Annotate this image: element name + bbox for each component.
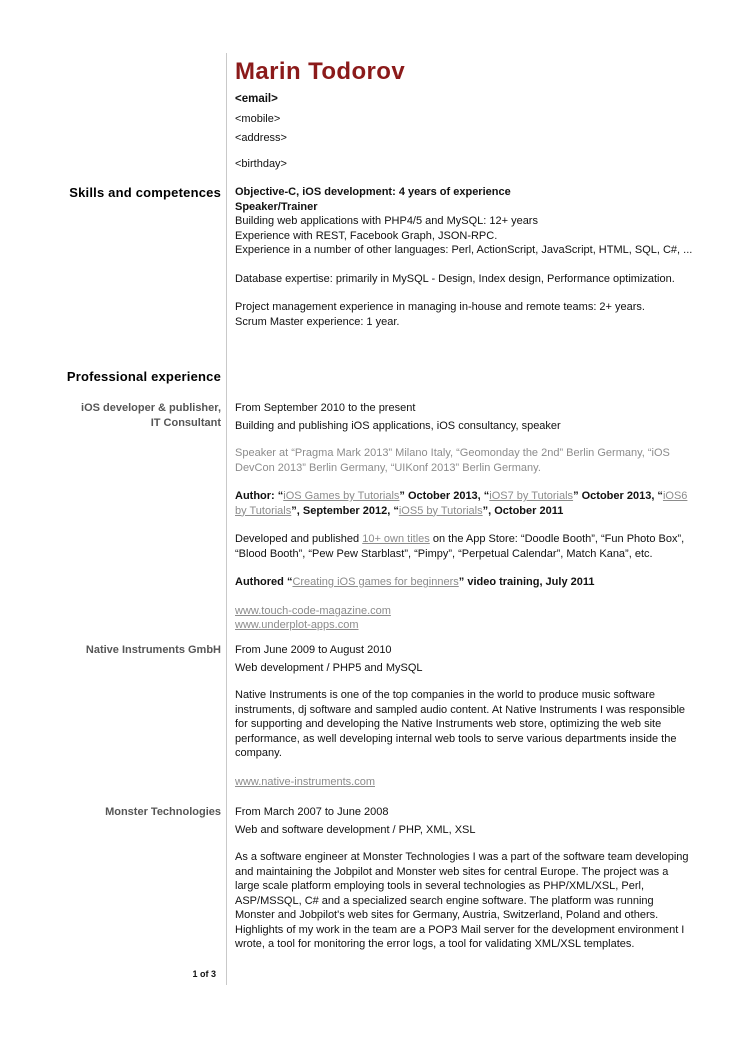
text-run: Scrum Master experience: 1 year.: [235, 315, 400, 328]
paragraph: [235, 272, 693, 287]
job-period: From September 2010 to the present: [235, 402, 416, 414]
text-run: ” video training, July 2011: [458, 576, 595, 588]
person-name: Marin Todorov: [235, 58, 406, 85]
resume-header: [235, 57, 695, 170]
text-link[interactable]: Creating iOS games for beginners: [292, 576, 459, 588]
text-run: Author: “: [235, 490, 284, 502]
job-title-monster-technologies: [0, 805, 221, 820]
text-run: As a software engineer at Monster Technologies I was a part of the software team developing and maintaining the Jobpilot and Monster web sites for central Europe. The project was a large scale platform employing tools in several technologies as PHP/XML/XSL, Perl, ASP/MSSQL, C# and a specialized search engine software. The platform was running Monster and Jobpilot's web sites for Germany, Austria, Switzerland, Poland and others.: [235, 851, 689, 921]
paragraph: [235, 185, 693, 258]
experience-heading-row: [0, 369, 736, 384]
paragraph: [235, 300, 693, 329]
job-monster-technologies: [0, 805, 736, 952]
paragraph: [235, 446, 693, 475]
job-ios-developer: [0, 401, 736, 633]
text-link[interactable]: www.touch-code-magazine.com: [235, 604, 391, 617]
text-run: Project management experience in managing in-house and remote teams: 2+ years.: [235, 301, 645, 313]
job-details: [235, 446, 693, 633]
text-run: ” October 2013, “: [399, 490, 490, 502]
page-number: 1 of 3: [192, 969, 216, 979]
text-run: Building web applications with PHP4/5 and MySQL: 12+ years: [235, 215, 538, 227]
job-period: From March 2007 to June 2008: [235, 806, 389, 818]
skills-section: [0, 185, 736, 329]
paragraph: [235, 532, 693, 561]
text-run: Authored “: [235, 576, 293, 588]
job-details: [235, 850, 693, 952]
mobile-placeholder: <mobile>: [235, 112, 281, 125]
text-link[interactable]: iOS7 by Tutorials: [489, 490, 574, 502]
birthday-placeholder: <birthday>: [235, 158, 287, 170]
job-role: Building and publishing iOS applications, iOS consultancy, speaker: [235, 419, 561, 432]
address-placeholder: <address>: [235, 132, 287, 144]
job-role: Web development / PHP5 and MySQL: [235, 661, 423, 674]
paragraph: [235, 489, 693, 518]
text-run: on the App Store: “Doodle Booth”, “Fun Photo Box”, “Blood Booth”, “Pew Pew Starblast”, “Pimpy”, “Perpetual Calendar”, Match Kana”, etc.: [235, 533, 685, 560]
text-link[interactable]: 10+ own titles: [362, 533, 430, 545]
text-link[interactable]: iOS5 by Tutorials: [398, 504, 483, 517]
job-details: [235, 688, 693, 789]
text-run: Speaker at “Pragma Mark 2013” Milano Italy, “Geomonday the 2nd” Berlin Germany, “iOS DevCon 2013” Berlin Germany, “UIKonf 2013” Berlin Germany.: [235, 447, 670, 474]
job-title-ios-developer: [0, 401, 221, 431]
text-run: Highlights of my work in the team are a POP3 Mail server for the development environment I wrote, a tool for monitoring the error logs, a tool for validating XML/XSL templates.: [235, 923, 685, 950]
email-placeholder: <email>: [235, 93, 278, 105]
text-run: Database expertise: primarily in MySQL - Design, Index design, Performance optimization.: [235, 272, 675, 285]
text-run: Developed and published: [235, 533, 363, 545]
label-line: Monster Technologies: [105, 806, 221, 818]
text-run: ”, October 2011: [482, 504, 564, 517]
label-line: Native Instruments GmbH: [85, 644, 221, 656]
text-link[interactable]: www.underplot-apps.com: [235, 619, 359, 631]
text-run: Native Instruments is one of the top companies in the world to produce music software instruments, dj software and sampled audio content. At Native Instruments I was responsible for supporting and developing the Native Instruments web store, optimizing the web site performance, as well developing internal web tools to serve various departments inside the company.: [235, 689, 686, 759]
paragraph: [235, 575, 693, 590]
skills-content: [235, 185, 693, 329]
paragraph: [235, 850, 693, 952]
paragraph: [235, 775, 693, 790]
text-run: Speaker/Trainer: [235, 200, 318, 213]
text-link[interactable]: iOS6 by Tutorials: [235, 490, 688, 517]
text-run: Experience with REST, Facebook Graph, JSON-RPC.: [235, 229, 498, 242]
text-link[interactable]: www.native-instruments.com: [235, 775, 375, 788]
label-line: iOS developer & publisher,: [81, 402, 221, 414]
text-link[interactable]: iOS Games by Tutorials: [283, 490, 400, 502]
skills-heading: Skills and competences: [69, 185, 221, 200]
job-period: From June 2009 to August 2010: [235, 644, 392, 656]
text-run: ” October 2013, “: [573, 490, 663, 502]
label-line: IT Consultant: [150, 417, 221, 429]
paragraph: [235, 688, 693, 761]
job-role: Web and software development / PHP, XML, XSL: [235, 823, 476, 836]
experience-heading: Professional experience: [66, 369, 221, 384]
text-run: Objective-C, iOS development: 4 years of experience: [235, 186, 511, 198]
job-title-native-instruments: [0, 643, 221, 658]
text-run: Experience in a number of other languages: Perl, ActionScript, JavaScript, HTML, SQL, C#, ...: [235, 244, 693, 256]
paragraph: [235, 604, 693, 633]
text-run: ”, September 2012, “: [291, 504, 399, 517]
job-native-instruments: [0, 643, 736, 789]
